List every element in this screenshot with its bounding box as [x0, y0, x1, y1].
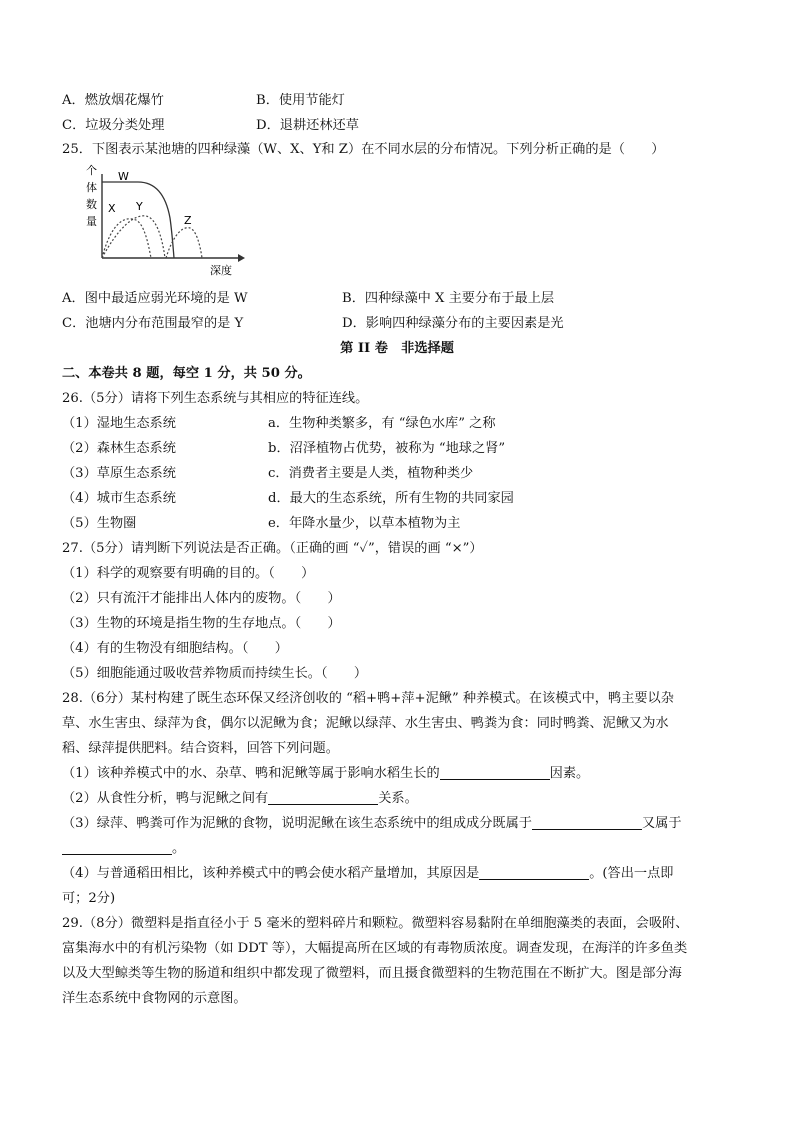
- q28-sub-1: [62, 765, 589, 783]
- q25-stem: 25．下图表示某池塘的四种绿藻（W、X、Y和 Z）在不同水层的分布情况。下列分析正确的是（ ）: [62, 142, 665, 157]
- q28-stem-3: 稻、绿萍提供肥料。结合资料，回答下列问题。: [62, 741, 339, 756]
- q28-stem-1: 28.（6分）某村构建了既生态环保又经济创收的 “稻+鸭+萍+泥鳅” 种养模式。在该模式中，鸭主要以杂: [62, 691, 674, 706]
- q28-sub-2-tail: 关系。: [378, 791, 418, 806]
- q28-sub-3-end: 。: [172, 841, 186, 856]
- q28-sub-3-mid: 又属于: [641, 816, 682, 831]
- q24-option-c: C．垃圾分类处理: [62, 118, 165, 133]
- answer-blank-2[interactable]: [268, 790, 378, 805]
- q29-line-3: 以及大型鲸类等生物的肠道和组织中都发现了微塑料，而且摄食微塑料的生物范围在不断扩大。图是部分海: [62, 966, 682, 981]
- curve-label-w: W: [118, 170, 129, 183]
- q28-sub-4-text: （4）与普通稻田相比，该种养模式中的鸭会使水稻产量增加，其原因是: [62, 866, 480, 881]
- q26-left-1: （1）湿地生态系统: [62, 416, 176, 431]
- q28-sub-1-text: （1）该种养模式中的水、杂草、鸭和泥鳅等属于影响水稻生长的: [62, 766, 440, 781]
- q25-option-c: C．池塘内分布范围最窄的是 Y: [62, 316, 244, 331]
- q28-sub-2-text: （2）从食性分析，鸭与泥鳅之间有: [62, 791, 269, 806]
- q26-right-e: e．年降水量少，以草本植物为主: [268, 516, 461, 531]
- q28-sub-4-tail: 。(答出一点即: [589, 866, 674, 881]
- q24-option-d: D．退耕还林还草: [256, 118, 359, 133]
- q29-line-2: 富集海水中的有机污染物（如 DDT 等），大幅提高所在区域的有毒物质浓度。调查发现，在海洋的许多鱼类: [62, 941, 688, 956]
- q27-item-1: （1）科学的观察要有明确的目的。（ ）: [62, 566, 315, 581]
- y-axis-label-2: 体: [86, 181, 97, 194]
- q28-sub-1-tail: 因素。: [549, 766, 590, 781]
- q28-sub-3-cont: [62, 840, 185, 858]
- q26-left-5: （5）生物圈: [62, 516, 137, 531]
- q28-sub-2: [62, 790, 418, 808]
- q29-line-4: 洋生态系统中食物网的示意图。: [62, 991, 247, 1006]
- q26-right-d: d．最大的生态系统，所有生物的共同家园: [268, 491, 514, 506]
- q28-stem-2: 草、水生害虫、绿萍为食，偶尔以泥鳅为食；泥鳅以绿萍、水生害虫、鸭粪为食：同时鸭粪、泥鳅又为水: [62, 716, 669, 731]
- x-axis-label: 深度: [210, 264, 232, 277]
- y-axis-label-3: 数: [86, 198, 97, 211]
- q28-sub-3-text: （3）绿萍、鸭粪可作为泥鳅的食物，说明泥鳅在该生态系统中的组成成分既属于: [62, 816, 532, 831]
- algae-depth-figure: [78, 162, 258, 280]
- q28-sub-3: [62, 815, 682, 833]
- q26-left-3: （3）草原生态系统: [62, 466, 176, 481]
- q27-item-2: （2）只有流汗才能排出人体内的废物。（ ）: [62, 591, 341, 606]
- curve-label-y: Y: [136, 200, 143, 213]
- q25-option-d: D．影响四种绿藻分布的主要因素是光: [342, 316, 564, 331]
- q26-left-4: （4）城市生态系统: [62, 491, 176, 506]
- q28-sub-4-cont: 可；2分): [62, 891, 116, 906]
- q27-item-4: （4）有的生物没有细胞结构。（ ）: [62, 641, 288, 656]
- q27-item-5: （5）细胞能通过吸收营养物质而持续生长。（ ）: [62, 666, 368, 681]
- y-axis-label-4: 量: [86, 215, 97, 228]
- answer-blank-1[interactable]: [440, 765, 550, 780]
- q27-item-3: （3）生物的环境是指生物的生存地点。（ ）: [62, 616, 341, 631]
- q28-sub-4: [62, 865, 673, 883]
- q24-option-a: A．燃放烟花爆竹: [62, 93, 164, 108]
- q26-right-b: b．沼泽植物占优势，被称为 “地球之肾”: [268, 441, 506, 456]
- part2-heading: 二、本卷共 8 题，每空 1 分，共 50 分。: [62, 366, 311, 381]
- answer-blank-5[interactable]: [479, 865, 589, 880]
- x-axis-arrow: [238, 254, 245, 262]
- q26-right-a: a．生物种类繁多，有 “绿色水库” 之称: [268, 416, 496, 431]
- curve-y: [102, 216, 165, 258]
- part2-title: 第 II 卷 非选择题: [340, 341, 454, 356]
- q26-stem: 26.（5分）请将下列生态系统与其相应的特征连线。: [62, 391, 369, 406]
- q26-left-2: （2）森林生态系统: [62, 441, 176, 456]
- y-axis-label-1: 个: [86, 164, 97, 177]
- q25-option-a: A．图中最适应弱光环境的是 W: [62, 291, 248, 306]
- q25-option-b: B．四种绿藻中 X 主要分布于最上层: [342, 291, 555, 306]
- curve-label-x: X: [108, 202, 116, 215]
- answer-blank-3[interactable]: [532, 815, 642, 830]
- q24-option-b: B．使用节能灯: [256, 93, 345, 108]
- curve-label-z: Z: [184, 214, 192, 227]
- q27-stem: 27.（5分）请判断下列说法是否正确。（正确的画 “✓”，错误的画 “×”）: [62, 541, 483, 556]
- q29-line-1: 29.（8分）微塑料是指直径小于 5 毫米的塑料碎片和颗粒。微塑料容易黏附在单细胞藻类的表面，会吸附、: [62, 916, 689, 931]
- q26-right-c: c．消费者主要是人类，植物种类少: [268, 466, 474, 481]
- answer-blank-4[interactable]: [62, 840, 172, 855]
